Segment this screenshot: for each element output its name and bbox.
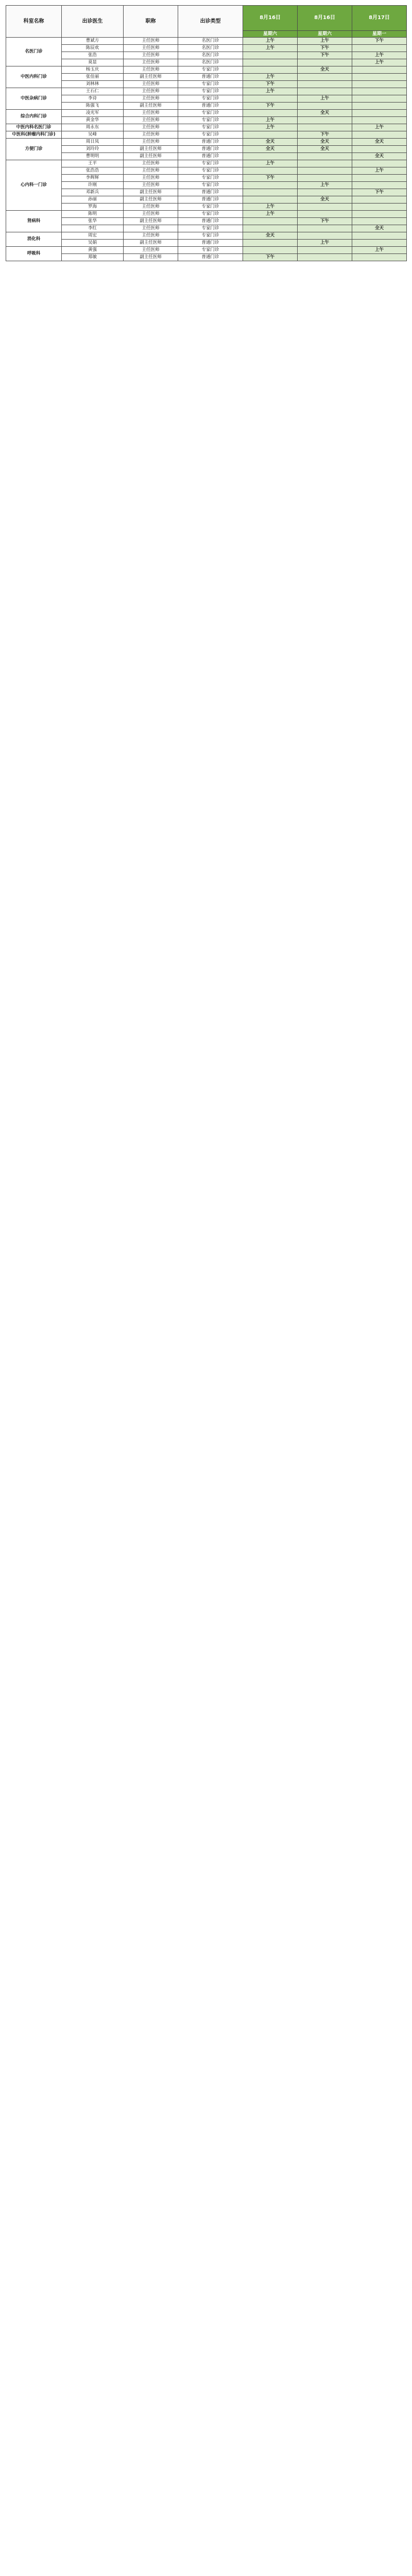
session-type-cell: 普通门诊 [178, 146, 243, 153]
slot-day3-cell: 下午 [352, 189, 407, 196]
dept-name-cell: 综合内科门诊 [6, 110, 62, 124]
table-row [6, 117, 407, 124]
slot-day3-cell [352, 211, 407, 218]
title-cell: 主任医师 [124, 59, 178, 66]
slot-day2-cell [298, 225, 352, 232]
table-row [6, 240, 407, 247]
title-cell: 主任医师 [124, 139, 178, 146]
col-header-doctor: 出诊医生 [62, 6, 124, 38]
dept-name-cell: 肾病科 [6, 211, 62, 232]
doctor-cell: 张华 [62, 218, 124, 225]
slot-day3-cell: 全天 [352, 153, 407, 160]
title-cell: 主任医师 [124, 124, 178, 131]
slot-day2-cell: 全天 [298, 66, 352, 74]
slot-day3-cell: 下午 [352, 38, 407, 45]
table-row [6, 95, 407, 103]
session-type-cell: 专家门诊 [178, 88, 243, 95]
doctor-cell: 陈明 [62, 211, 124, 218]
doctor-cell: 罗海 [62, 204, 124, 211]
slot-day3-cell [352, 74, 407, 81]
slot-day2-cell [298, 117, 352, 124]
slot-day2-cell: 上午 [298, 95, 352, 103]
slot-day2-cell: 全天 [298, 146, 352, 153]
doctor-cell: 郑敏 [62, 254, 124, 261]
session-type-cell: 专家门诊 [178, 117, 243, 124]
doctor-cell: 周日凤 [62, 139, 124, 146]
session-type-cell: 普通门诊 [178, 240, 243, 247]
slot-day2-cell [298, 81, 352, 88]
col-header-title: 职称 [124, 6, 178, 38]
slot-day3-cell: 上午 [352, 167, 407, 175]
doctor-cell: 曹明明 [62, 153, 124, 160]
doctor-cell: 杨玉庆 [62, 66, 124, 74]
slot-day2-cell: 下午 [298, 45, 352, 52]
table-row [6, 182, 407, 189]
slot-day1-cell [243, 240, 298, 247]
slot-day1-cell: 下午 [243, 103, 298, 110]
doctor-cell: 刘玲玲 [62, 146, 124, 153]
slot-day3-cell [352, 66, 407, 74]
title-cell: 主任医师 [124, 45, 178, 52]
slot-day3-cell [352, 204, 407, 211]
title-cell: 主任医师 [124, 175, 178, 182]
session-type-cell: 普通门诊 [178, 189, 243, 196]
col-header-weekday-2: 星期六 [298, 31, 352, 38]
title-cell: 主任医师 [124, 160, 178, 167]
doctor-cell: 黄金华 [62, 117, 124, 124]
title-cell: 主任医师 [124, 211, 178, 218]
session-type-cell: 专家门诊 [178, 167, 243, 175]
slot-day1-cell [243, 153, 298, 160]
table-row [6, 45, 407, 52]
table-row [6, 81, 407, 88]
title-cell: 主任医师 [124, 52, 178, 59]
slot-day1-cell [243, 182, 298, 189]
title-cell: 主任医师 [124, 110, 178, 117]
slot-day2-cell: 上午 [298, 182, 352, 189]
title-cell: 主任医师 [124, 131, 178, 139]
slot-day3-cell [352, 175, 407, 182]
col-header-date-3: 8月17日 [352, 6, 407, 31]
slot-day3-cell [352, 117, 407, 124]
dept-name-cell: 呼吸科 [6, 247, 62, 261]
table-row [6, 74, 407, 81]
slot-day1-cell [243, 95, 298, 103]
col-header-date-2: 8月16日 [298, 6, 352, 31]
title-cell: 主任医师 [124, 117, 178, 124]
schedule-page [0, 0, 412, 261]
slot-day3-cell [352, 196, 407, 204]
schedule-body [6, 38, 407, 261]
slot-day1-cell [243, 66, 298, 74]
dept-name-cell: 心内科一门诊 [6, 160, 62, 211]
slot-day1-cell: 上午 [243, 204, 298, 211]
col-header-session-type: 出诊类型 [178, 6, 243, 38]
session-type-cell: 专家门诊 [178, 211, 243, 218]
title-cell: 副主任医师 [124, 189, 178, 196]
slot-day3-cell [352, 218, 407, 225]
slot-day2-cell [298, 232, 352, 240]
session-type-cell: 专家门诊 [178, 66, 243, 74]
slot-day1-cell: 下午 [243, 81, 298, 88]
table-row [6, 52, 407, 59]
title-cell: 副主任医师 [124, 74, 178, 81]
session-type-cell: 专家门诊 [178, 131, 243, 139]
slot-day1-cell [243, 52, 298, 59]
slot-day3-cell [352, 45, 407, 52]
title-cell: 主任医师 [124, 225, 178, 232]
slot-day1-cell: 上午 [243, 117, 298, 124]
col-header-date-1: 8月16日 [243, 6, 298, 31]
slot-day1-cell: 全天 [243, 232, 298, 240]
outpatient-schedule-table [6, 5, 407, 261]
doctor-cell: 刘林林 [62, 81, 124, 88]
session-type-cell: 普通门诊 [178, 153, 243, 160]
slot-day3-cell [352, 254, 407, 261]
session-type-cell: 普通门诊 [178, 74, 243, 81]
slot-day2-cell [298, 247, 352, 254]
slot-day3-cell [352, 232, 407, 240]
session-type-cell: 专家门诊 [178, 124, 243, 131]
doctor-cell: 邓新兵 [62, 189, 124, 196]
slot-day2-cell [298, 74, 352, 81]
slot-day1-cell [243, 110, 298, 117]
session-type-cell: 名医门诊 [178, 59, 243, 66]
session-type-cell: 专家门诊 [178, 160, 243, 167]
doctor-cell: 莫显 [62, 59, 124, 66]
doctor-cell: 凌光军 [62, 110, 124, 117]
doctor-cell: 吴峰 [62, 131, 124, 139]
doctor-cell: 李红 [62, 225, 124, 232]
slot-day2-cell [298, 153, 352, 160]
table-row [6, 131, 407, 139]
session-type-cell: 专家门诊 [178, 204, 243, 211]
session-type-cell: 普通门诊 [178, 103, 243, 110]
slot-day1-cell [243, 196, 298, 204]
dept-name-cell: 中医内科名医门诊 [6, 124, 62, 131]
title-cell: 副主任医师 [124, 146, 178, 153]
doctor-cell: 曹斌方 [62, 38, 124, 45]
doctor-cell: 李辉辉 [62, 175, 124, 182]
doctor-cell: 王石仁 [62, 88, 124, 95]
slot-day2-cell [298, 88, 352, 95]
table-row [6, 110, 407, 117]
slot-day2-cell [298, 59, 352, 66]
slot-day3-cell [352, 103, 407, 110]
slot-day3-cell: 上午 [352, 59, 407, 66]
table-row [6, 38, 407, 45]
slot-day3-cell: 全天 [352, 225, 407, 232]
slot-day2-cell: 下午 [298, 52, 352, 59]
doctor-cell: 张浩浩 [62, 167, 124, 175]
slot-day2-cell [298, 254, 352, 261]
table-row [6, 88, 407, 95]
slot-day3-cell [352, 131, 407, 139]
title-cell: 主任医师 [124, 247, 178, 254]
table-row [6, 66, 407, 74]
title-cell: 副主任医师 [124, 153, 178, 160]
doctor-cell: 许刚 [62, 182, 124, 189]
title-cell: 主任医师 [124, 167, 178, 175]
table-row [6, 196, 407, 204]
session-type-cell: 名医门诊 [178, 38, 243, 45]
col-header-weekday-3: 星期一 [352, 31, 407, 38]
session-type-cell: 专家门诊 [178, 110, 243, 117]
header-row [6, 6, 407, 31]
dept-name-cell: 消化科 [6, 232, 62, 247]
slot-day1-cell: 上午 [243, 74, 298, 81]
title-cell: 主任医师 [124, 232, 178, 240]
table-row [6, 146, 407, 153]
doctor-cell: 张佳丽 [62, 74, 124, 81]
slot-day3-cell [352, 160, 407, 167]
slot-day1-cell [243, 225, 298, 232]
session-type-cell: 专家门诊 [178, 81, 243, 88]
slot-day1-cell [243, 218, 298, 225]
slot-day3-cell [352, 146, 407, 153]
title-cell: 副主任医师 [124, 218, 178, 225]
slot-day2-cell: 全天 [298, 110, 352, 117]
col-header-dept: 科室名称 [6, 6, 62, 38]
slot-day1-cell: 上午 [243, 124, 298, 131]
title-cell: 副主任医师 [124, 196, 178, 204]
slot-day3-cell: 全天 [352, 139, 407, 146]
doctor-cell: 张浩 [62, 52, 124, 59]
table-row [6, 124, 407, 131]
session-type-cell: 专家门诊 [178, 175, 243, 182]
slot-day2-cell: 下午 [298, 218, 352, 225]
slot-day1-cell: 上午 [243, 45, 298, 52]
slot-day1-cell [243, 131, 298, 139]
slot-day2-cell: 上午 [298, 240, 352, 247]
slot-day3-cell: 上午 [352, 52, 407, 59]
doctor-cell: 孙丽 [62, 196, 124, 204]
session-type-cell: 普通门诊 [178, 218, 243, 225]
session-type-cell: 名医门诊 [178, 52, 243, 59]
table-row [6, 218, 407, 225]
doctor-cell: 吴娟 [62, 240, 124, 247]
title-cell: 主任医师 [124, 88, 178, 95]
table-row [6, 232, 407, 240]
table-row [6, 59, 407, 66]
doctor-cell: 周宏 [62, 232, 124, 240]
slot-day2-cell [298, 167, 352, 175]
slot-day1-cell: 上午 [243, 38, 298, 45]
slot-day1-cell: 上午 [243, 88, 298, 95]
session-type-cell: 名医门诊 [178, 45, 243, 52]
doctor-cell: 陈辰欢 [62, 45, 124, 52]
slot-day3-cell: 上午 [352, 124, 407, 131]
title-cell: 副主任医师 [124, 240, 178, 247]
slot-day1-cell: 全天 [243, 146, 298, 153]
table-row [6, 153, 407, 160]
slot-day1-cell [243, 167, 298, 175]
table-row [6, 175, 407, 182]
dept-name-cell: 中医科(肿瘤内科门诊) [6, 131, 62, 139]
slot-day3-cell [352, 182, 407, 189]
slot-day2-cell [298, 160, 352, 167]
slot-day2-cell [298, 204, 352, 211]
col-header-weekday-1: 星期六 [243, 31, 298, 38]
slot-day2-cell [298, 175, 352, 182]
slot-day1-cell: 全天 [243, 139, 298, 146]
session-type-cell: 专家门诊 [178, 225, 243, 232]
slot-day3-cell [352, 81, 407, 88]
slot-day1-cell: 上午 [243, 160, 298, 167]
table-row [6, 225, 407, 232]
doctor-cell: 周永东 [62, 124, 124, 131]
slot-day3-cell [352, 88, 407, 95]
doctor-cell: 黄强 [62, 247, 124, 254]
table-row [6, 139, 407, 146]
slot-day2-cell [298, 103, 352, 110]
title-cell: 副主任医师 [124, 254, 178, 261]
slot-day3-cell [352, 240, 407, 247]
title-cell: 主任医师 [124, 38, 178, 45]
dept-name-cell: 方便门诊 [6, 139, 62, 160]
slot-day2-cell: 下午 [298, 131, 352, 139]
session-type-cell: 普通门诊 [178, 196, 243, 204]
session-type-cell: 专家门诊 [178, 182, 243, 189]
table-row [6, 211, 407, 218]
title-cell: 主任医师 [124, 66, 178, 74]
table-row [6, 254, 407, 261]
title-cell: 副主任医师 [124, 103, 178, 110]
title-cell: 主任医师 [124, 81, 178, 88]
slot-day3-cell [352, 110, 407, 117]
doctor-cell: 李诗 [62, 95, 124, 103]
slot-day2-cell [298, 211, 352, 218]
slot-day2-cell: 上午 [298, 38, 352, 45]
slot-day3-cell: 上午 [352, 247, 407, 254]
table-row [6, 160, 407, 167]
doctor-cell: 陈强飞 [62, 103, 124, 110]
doctor-cell: 王平 [62, 160, 124, 167]
slot-day1-cell [243, 189, 298, 196]
slot-day3-cell [352, 95, 407, 103]
session-type-cell: 专家门诊 [178, 95, 243, 103]
slot-day1-cell: 下午 [243, 175, 298, 182]
title-cell: 主任医师 [124, 182, 178, 189]
dept-name-cell: 中医杂病门诊 [6, 88, 62, 110]
title-cell: 主任医师 [124, 95, 178, 103]
slot-day2-cell: 全天 [298, 139, 352, 146]
slot-day2-cell [298, 124, 352, 131]
title-cell: 主任医师 [124, 204, 178, 211]
table-row [6, 189, 407, 196]
slot-day1-cell [243, 247, 298, 254]
table-row [6, 167, 407, 175]
dept-name-cell: 中医内科门诊 [6, 66, 62, 88]
session-type-cell: 普通门诊 [178, 139, 243, 146]
slot-day1-cell [243, 59, 298, 66]
slot-day2-cell: 全天 [298, 196, 352, 204]
table-row [6, 103, 407, 110]
slot-day1-cell: 上午 [243, 211, 298, 218]
slot-day1-cell: 下午 [243, 254, 298, 261]
slot-day2-cell [298, 189, 352, 196]
session-type-cell: 专家门诊 [178, 232, 243, 240]
table-row [6, 204, 407, 211]
table-row [6, 247, 407, 254]
session-type-cell: 普通门诊 [178, 254, 243, 261]
session-type-cell: 专家门诊 [178, 247, 243, 254]
dept-name-cell: 名医门诊 [6, 38, 62, 66]
